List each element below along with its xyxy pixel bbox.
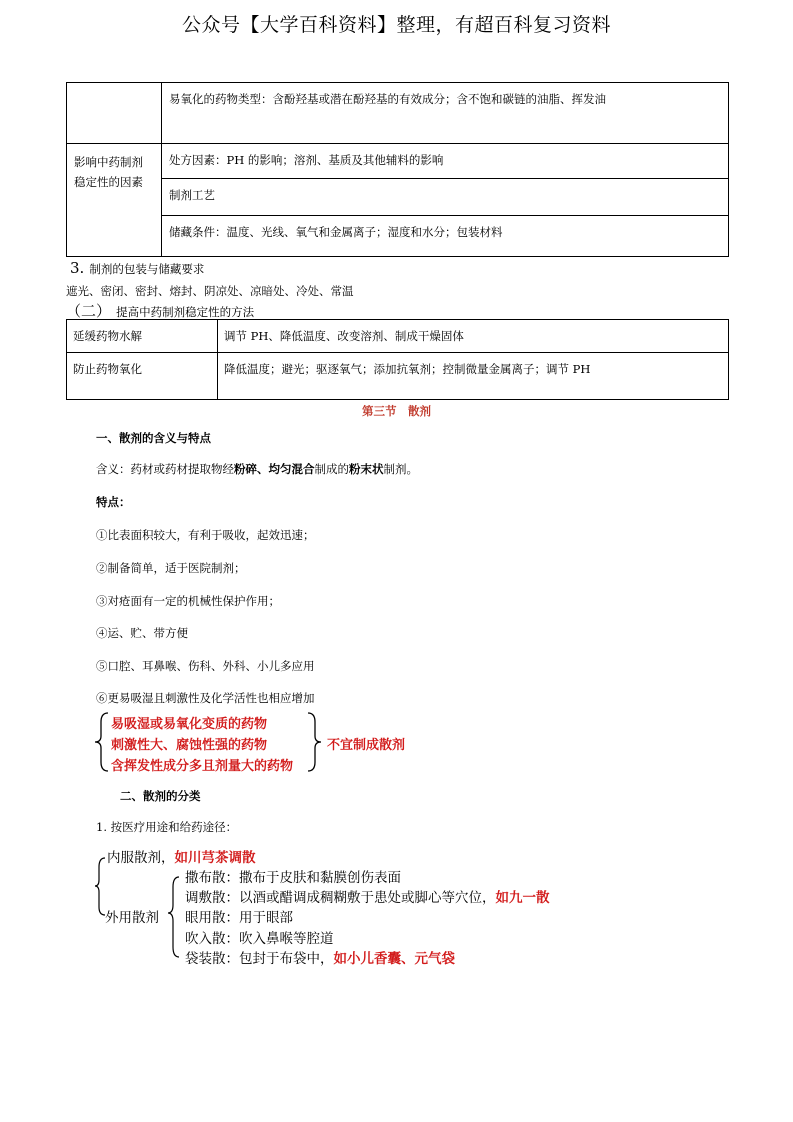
feature-item: ①比表面积较大，有利于吸收，起效迅速；: [96, 528, 315, 542]
section-3-heading: [70, 258, 204, 277]
section-two-heading: [66, 300, 254, 321]
definition-text: 含义：药材或药材提取物经: [96, 462, 234, 476]
packaging-requirements: 遮光、密闭、密封、熔封、阴凉处、凉暗处、冷处、常温: [66, 284, 354, 298]
part2-heading: 二、散剂的分类: [120, 789, 201, 803]
definition-text: 制剂。: [383, 462, 418, 476]
internal-powder-label: 内服散剂，: [107, 850, 175, 866]
internal-powder-row: [107, 846, 256, 866]
features-label: 特点：: [96, 495, 131, 509]
not-suitable-item: 易吸湿或易氧化变质的药物: [111, 717, 268, 732]
classification-subheading: 1. 按医疗用途和给药途径：: [96, 820, 238, 834]
table-cell: 调节 PH、降低温度、改变溶剂、制成干燥固体: [218, 320, 729, 353]
definition-keyword: 粉碎、均匀混合: [234, 462, 315, 476]
internal-powder-example: 如川芎茶调散: [174, 850, 256, 866]
table-row-label: 延缓药物水解: [67, 320, 218, 353]
stability-methods-table: [66, 319, 729, 400]
not-suitable-item: 含挥发性成分多且剂量大的药物: [111, 759, 294, 774]
not-suitable-label: 不宜制成散剂: [327, 738, 406, 753]
external-powder-example: 如九一散: [495, 890, 550, 906]
definition: [96, 461, 418, 477]
label-line: 影响中药制剂: [74, 155, 143, 169]
table-cell-empty: [67, 83, 162, 144]
table-row: [67, 353, 729, 400]
section-number: （二）: [66, 302, 112, 320]
section-number: 3.: [70, 259, 85, 277]
table-cell: 处方因素：PH 的影响；溶剂、基质及其他辅料的影响: [162, 144, 729, 179]
external-powder-item: [185, 886, 550, 906]
not-suitable-item: 刺激性大、腐蚀性强的药物: [111, 738, 268, 753]
table-row: [67, 144, 729, 179]
external-powder-item: [185, 906, 293, 926]
part1-heading: 一、散剂的含义与特点: [96, 431, 211, 445]
external-powder-item: [185, 866, 401, 886]
external-powder-label: 外用散剂: [105, 910, 159, 926]
feature-item: ⑤口腔、耳鼻喉、伤科、外科、小儿多应用: [96, 659, 315, 673]
external-powder-item: [185, 927, 334, 947]
feature-item: ③对疮面有一定的机械性保护作用；: [96, 594, 280, 608]
feature-item: ②制备简单，适于医院制剂；: [96, 561, 246, 575]
external-powder-example: 如小儿香囊、元气袋: [333, 951, 455, 967]
table-row: [67, 179, 729, 216]
external-powder-item: [185, 947, 455, 967]
feature-item: ④运、贮、带方便: [96, 626, 188, 640]
stability-factors-table: [66, 82, 729, 257]
table-cell: 制剂工艺: [162, 179, 729, 216]
external-powder-text: 吹入散：吹入鼻喉等腔道: [185, 931, 334, 947]
feature-item: ⑥更易吸湿且刺激性及化学活性也相应增加: [96, 691, 315, 705]
section-title: 提高中药制剂稳定性的方法: [116, 305, 255, 319]
external-powder-text: 调敷散：以酒或醋调成稠糊敷于患处或脚心等穴位，: [185, 890, 496, 906]
chapter-title: 第三节 散剂: [362, 404, 431, 418]
definition-text: 制成的: [314, 462, 349, 476]
table-cell: 易氧化的药物类型：含酚羟基或潜在酚羟基的有效成分；含不饱和碳链的油脂、挥发油: [162, 83, 729, 144]
external-powder-text: 撒布散：撒布于皮肤和黏膜创伤表面: [185, 870, 401, 886]
external-powder-text: 眼用散：用于眼部: [185, 910, 293, 926]
table-cell: 储藏条件：温度、光线、氧气和金属离子；湿度和水分；包装材料: [162, 216, 729, 257]
section-title: 制剂的包装与储藏要求: [89, 262, 205, 276]
table-row: [67, 320, 729, 353]
table-row: [67, 216, 729, 257]
table-row: [67, 83, 729, 144]
table-row-label: 防止药物氧化: [67, 353, 218, 400]
page-header: 公众号【大学百科资料】整理，有超百科复习资料: [181, 14, 611, 36]
table-row-label: [67, 144, 162, 257]
definition-keyword: 粉末状: [349, 462, 384, 476]
table-cell: 降低温度；避光；驱逐氧气；添加抗氧剂；控制微量金属离子；调节 PH: [218, 353, 729, 400]
external-powder-text: 袋装散：包封于布袋中，: [185, 951, 334, 967]
label-line: 稳定性的因素: [74, 175, 143, 189]
